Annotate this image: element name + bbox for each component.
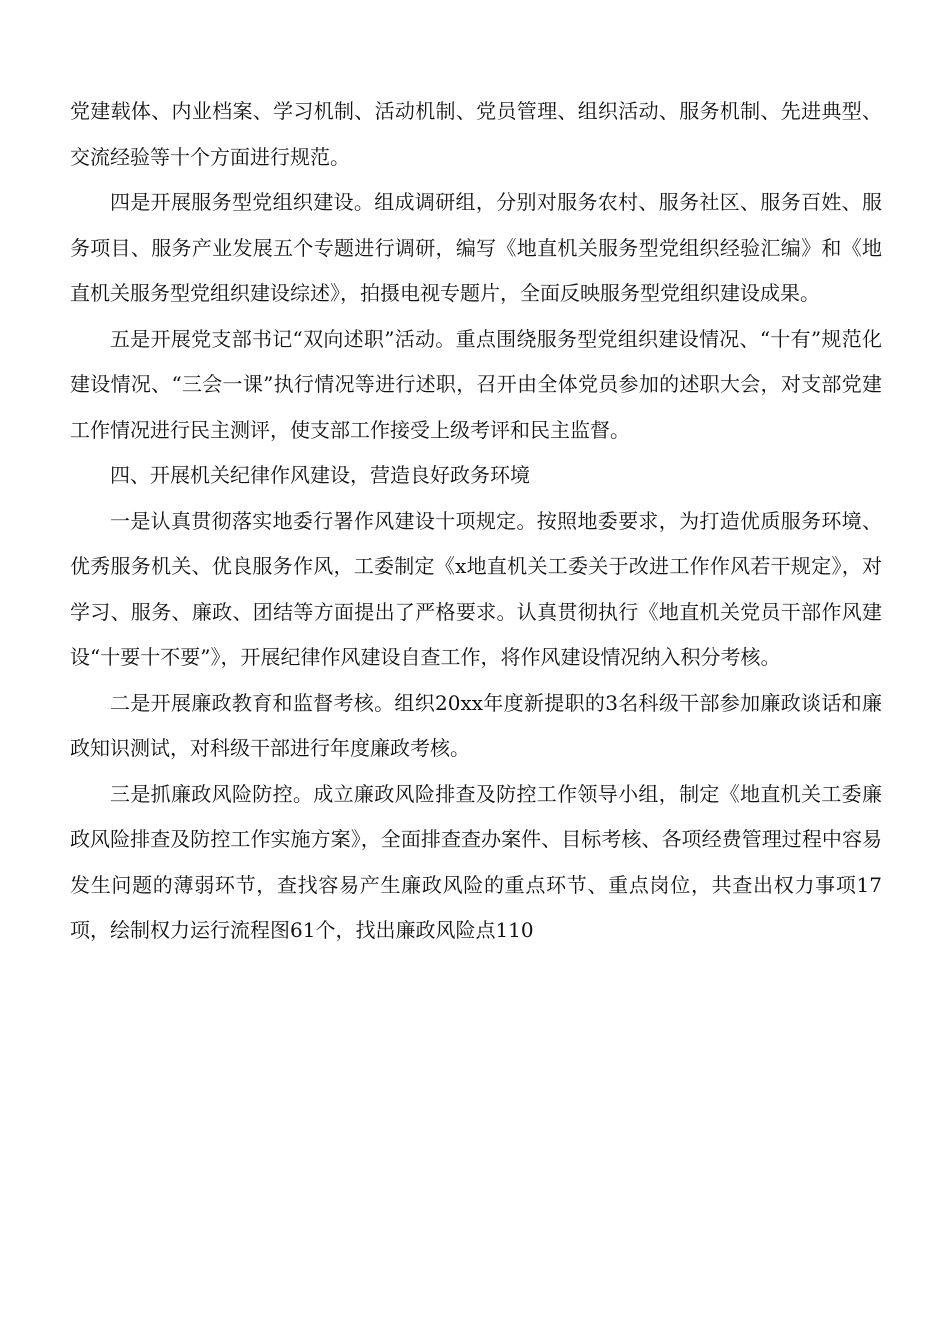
paragraph-ten-rules: 一是认真贯彻落实地委行署作风建设十项规定。按照地委要求，为打造优质服务环境、优秀服务机关、优良服务作风，工委制定《x地直机关工委关于改进工作作风若干规定》，对学习、服务、廉政、团结等方面提出了严格要求。认真贯彻执行《地直机关党员干部作风建设“十要十不要”》，开展纪律作风建设自查工作，将作风建设情况纳入积分考核。	[70, 508, 882, 669]
paragraph-risk-control: 三是抓廉政风险防控。成立廉政风险排查及防控工作领导小组，制定《地直机关工委廉政风险排查及防控工作实施方案》，全面排查查办案件、目标考核、各项经费管理过程中容易发生问题的薄弱环节，查找容易产生廉政风险的重点环节、重点岗位，共查出权力事项17项，绘制权力运行流程图61个，找出廉政风险点110	[70, 781, 882, 942]
paragraph-bidirectional-report: 五是开展党支部书记“双向述职”活动。重点围绕服务型党组织建设情况、“十有”规范化建设情况、“三会一课”执行情况等进行述职，召开由全体党员参加的述职大会，对支部党建工作情况进行民主测评，使支部工作接受上级考评和民主监督。	[70, 326, 882, 442]
section-heading-discipline: 四、开展机关纪律作风建设，营造良好政务环境	[110, 463, 530, 487]
paragraph-continuation: 党建载体、内业档案、学习机制、活动机制、党员管理、组织活动、服务机制、先进典型、交流经验等十个方面进行规范。	[70, 99, 882, 169]
document-body	[70, 89, 882, 954]
paragraph-service-party-org: 四是开展服务型党组织建设。组成调研组，分别对服务农村、服务社区、服务百姓、服务项目、服务产业发展五个专题进行调研，编写《地直机关服务型党组织经验汇编》和《地直机关服务型党组织建设综述》，拍摄电视专题片，全面反映服务型党组织建设成果。	[70, 190, 882, 305]
paragraph-integrity-education: 二是开展廉政教育和监督考核。组织20xx年度新提职的3名科级干部参加廉政谈话和廉政知识测试，对科级干部进行年度廉政考核。	[70, 690, 882, 760]
